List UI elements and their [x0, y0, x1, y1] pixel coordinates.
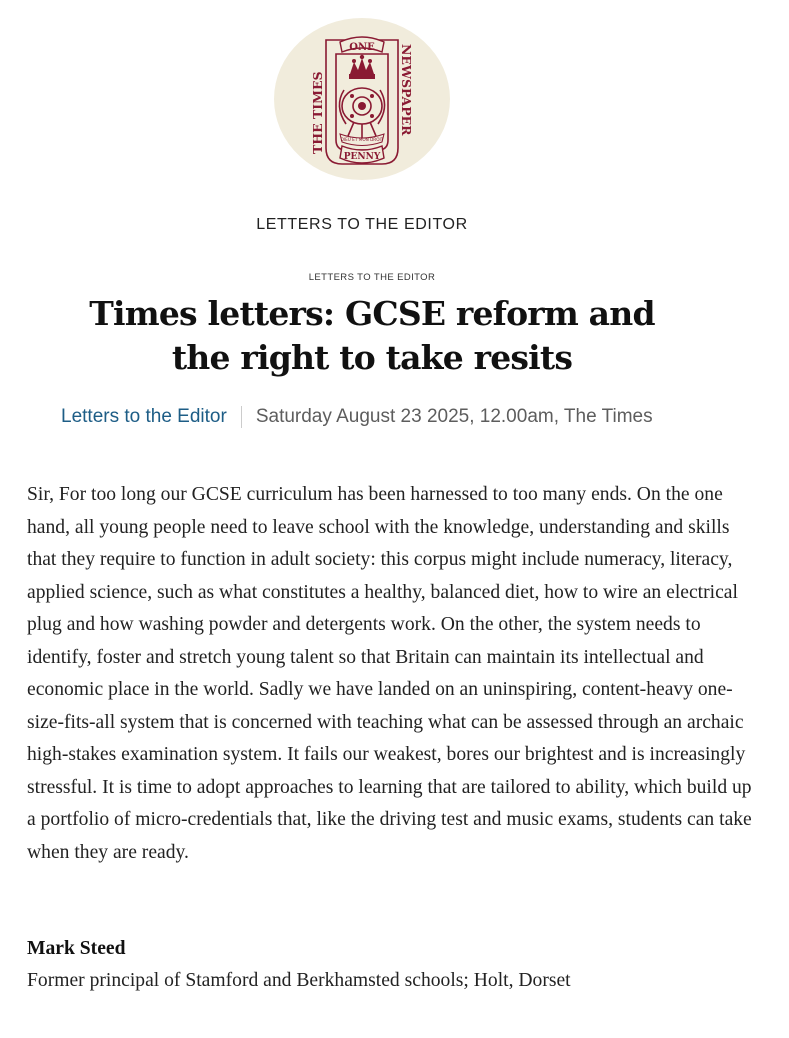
- section-title[interactable]: LETTERS TO THE EDITOR: [256, 216, 468, 233]
- byline: [61, 406, 653, 428]
- logo-bottom-text: PENNY: [343, 152, 381, 162]
- signature-name: Mark Steed: [27, 938, 126, 959]
- crest-icon: [274, 18, 450, 180]
- publish-date: Saturday August 23 2025, 12.00am, The Times: [255, 406, 653, 427]
- byline-divider: [241, 406, 242, 428]
- logo-top-text: ONE: [349, 42, 375, 53]
- author-link[interactable]: Letters to the Editor: [61, 406, 227, 427]
- article-body: Sir, For too long our GCSE curriculum has been harnessed to too many ends. On the one hand, all young people need to leave school with the knowledge, understanding and skills that they require to function in adult society: this corpus might include numeracy, literacy, applied science, such as what constitutes a healthy, balanced diet, how to wire an electrical plug and how washing powder and detergents work. On the other, the system needs to identify, foster and stretch young talent so that Britain can maintain its intellectual and economic place in the world. Sadly we have landed on an uninspiring, content-heavy one-size-fits-all system that is concerned with teaching what can be assessed through an archaic high-stakes examination system. It fails our weakest, bores our brightest and is increasingly stressful. It is time to adopt approaches to learning that are tailored to ability, which build up a portfolio of micro-credentials that, like the driving test and music exams, students can take when they are ready.: [27, 484, 752, 863]
- article-headline: Times letters: GCSE reform and the right to take resits: [89, 294, 655, 377]
- logo-right-text: NEWSPAPER: [399, 44, 414, 136]
- logo-motto: DIEU ET MON DROIT: [340, 137, 384, 142]
- times-logo[interactable]: [274, 18, 450, 180]
- article-kicker[interactable]: LETTERS TO THE EDITOR: [308, 272, 436, 283]
- signature-affiliation: Former principal of Stamford and Berkhamsted schools; Holt, Dorset: [27, 970, 571, 991]
- logo-left-text: THE TIMES: [310, 71, 325, 154]
